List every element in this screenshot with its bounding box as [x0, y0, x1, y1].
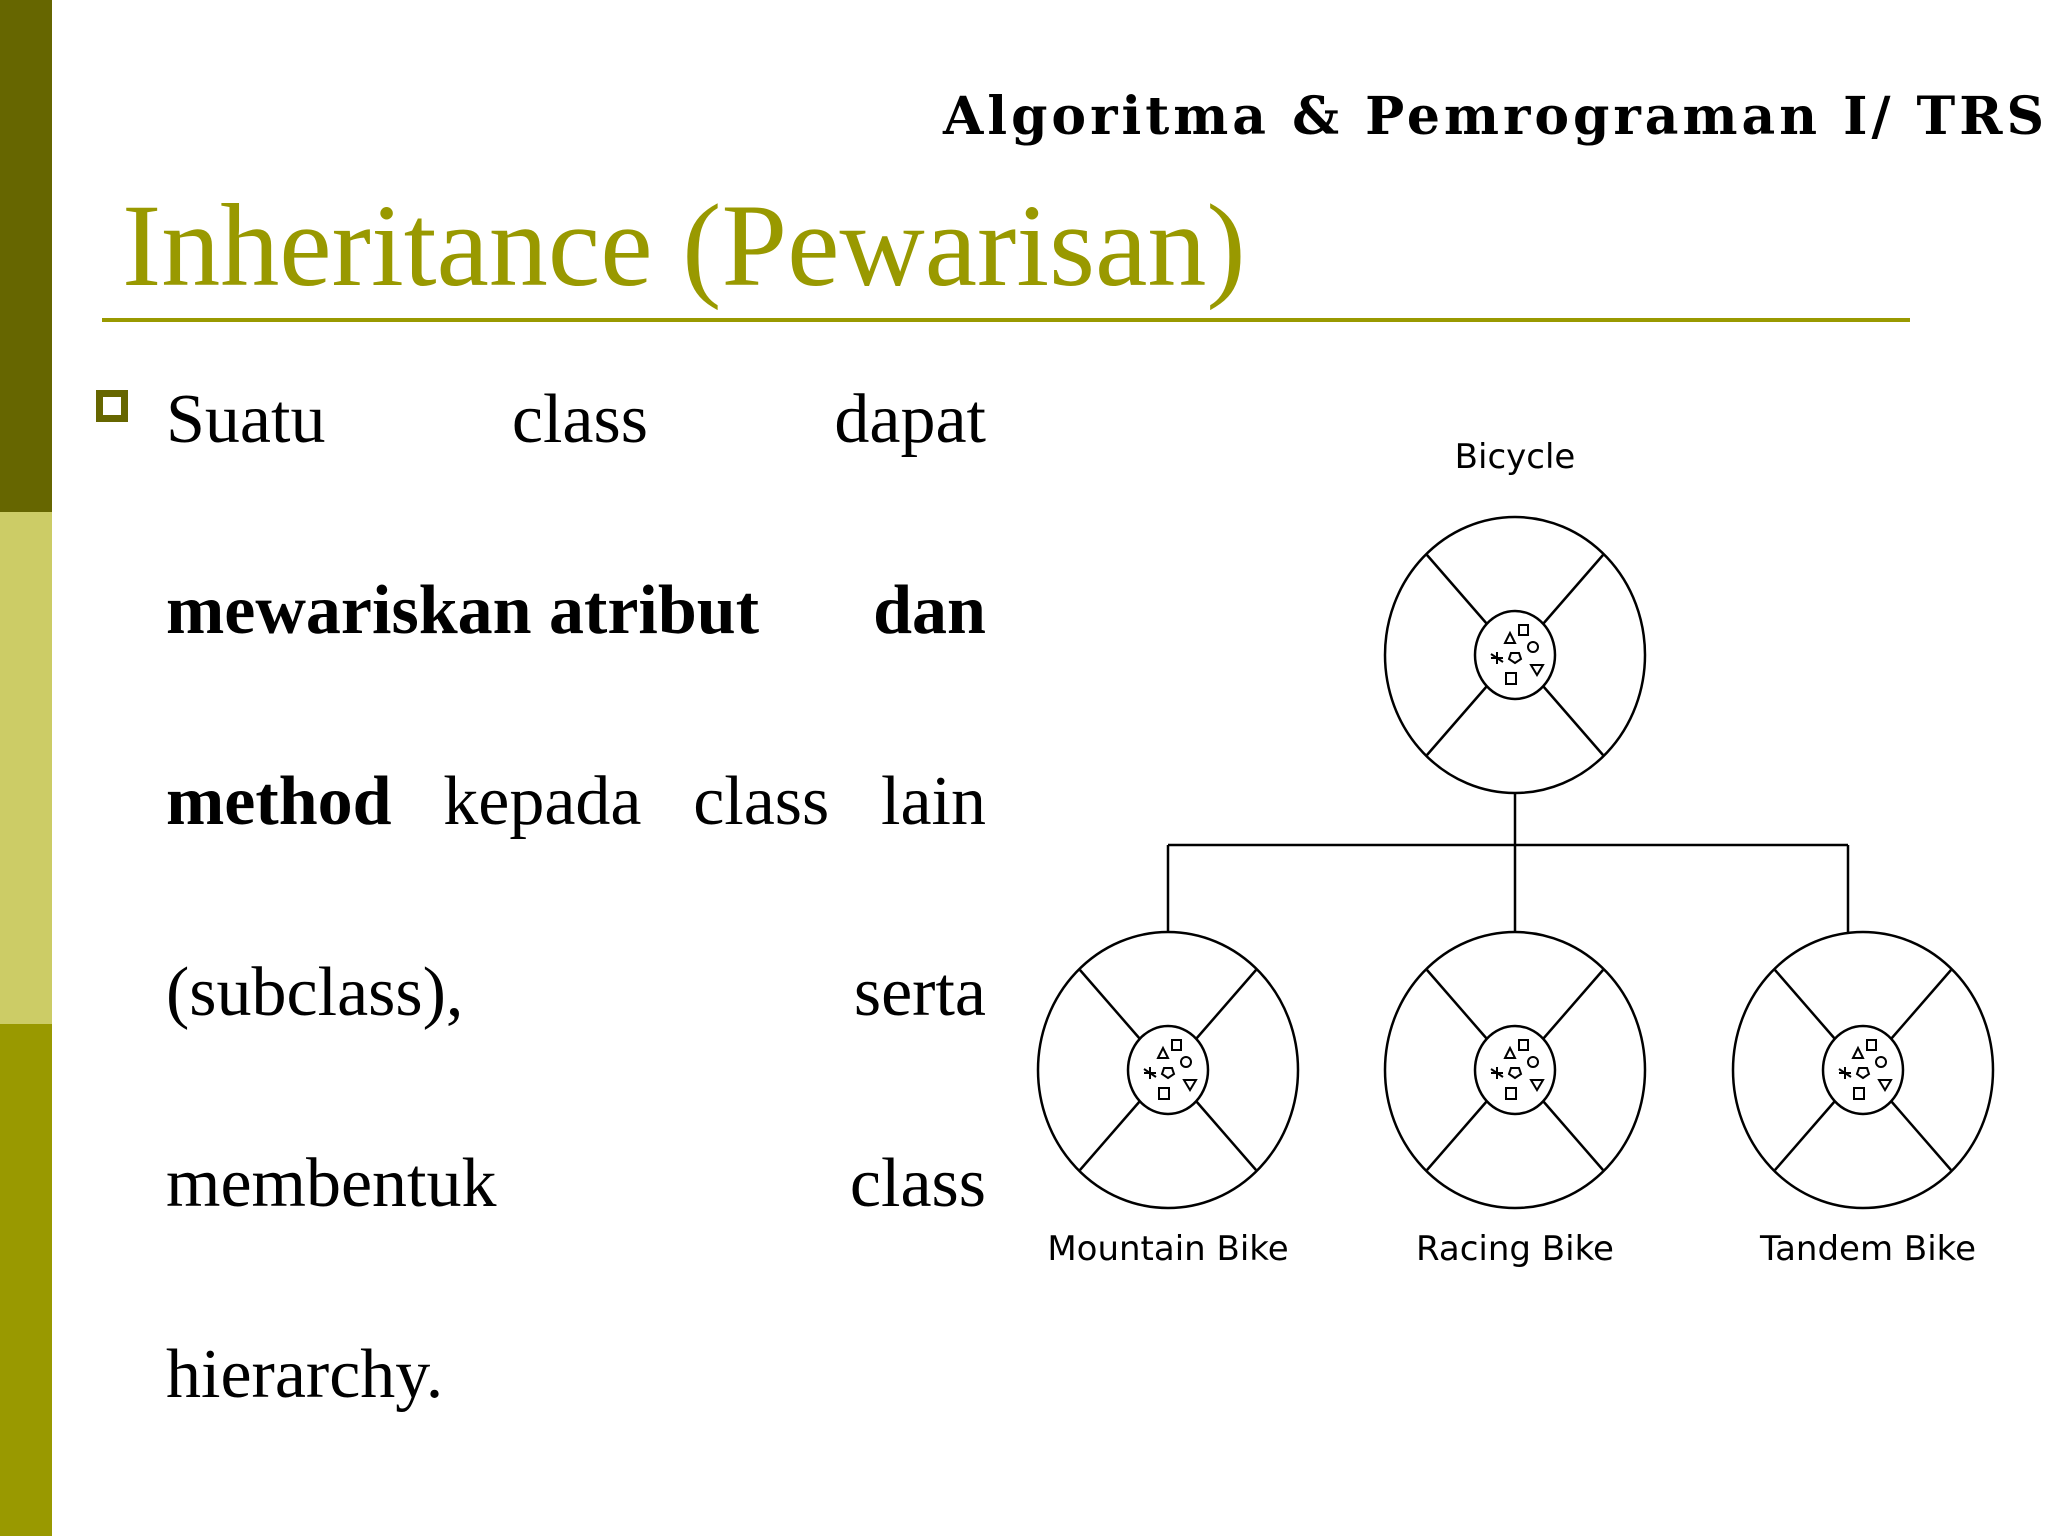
word: hierarchy. — [166, 1336, 444, 1413]
bullet-paragraph — [166, 370, 986, 1516]
square-bullet-icon — [96, 390, 128, 422]
subclass-label-mountain-bike: Mountain Bike — [1047, 1229, 1289, 1269]
subclass-label-racing-bike: Racing Bike — [1416, 1229, 1614, 1269]
word: Suatu — [166, 381, 326, 458]
bullet-line-6 — [166, 1325, 986, 1516]
bullet-line-1 — [166, 370, 986, 561]
word: (subclass), — [166, 954, 464, 1031]
title-divider — [102, 318, 1910, 322]
subclass-label-tandem-bike: Tandem Bike — [1759, 1229, 1977, 1269]
word: serta — [853, 954, 986, 1031]
slide-title: Inheritance (Pewarisan) — [122, 180, 1246, 311]
sidebar-block-mid — [0, 1024, 52, 1536]
bold-word: dan — [873, 572, 986, 649]
bullet-line-3 — [166, 752, 986, 943]
sidebar-block-light — [0, 512, 52, 1024]
subclass-mountain-bike-icon — [1038, 932, 1298, 1208]
root-class-label: Bicycle — [1454, 437, 1576, 477]
word: lain — [881, 763, 986, 840]
hierarchy-connectors — [1168, 793, 1848, 932]
word: class — [511, 381, 648, 458]
course-header: Algoritma & Pemrograman I/ TRS — [942, 86, 2048, 147]
bullet-line-4 — [166, 943, 986, 1134]
subclass-tandem-bike-icon — [1733, 932, 1993, 1208]
subclass-racing-bike-icon — [1385, 932, 1645, 1208]
root-class-icon — [1385, 517, 1645, 793]
sidebar-block-dark — [0, 0, 52, 512]
bullet-line-2 — [166, 561, 986, 752]
class-hierarchy-diagram — [1020, 430, 2020, 1310]
bold-word: method — [166, 763, 392, 840]
word: kepada — [443, 763, 642, 840]
word: class — [849, 1145, 986, 1222]
bold-phrase: mewariskan atribut — [166, 572, 760, 649]
bullet-line-5 — [166, 1134, 986, 1325]
word: dapat — [834, 381, 986, 458]
word: membentuk — [166, 1145, 497, 1222]
word: class — [693, 763, 830, 840]
